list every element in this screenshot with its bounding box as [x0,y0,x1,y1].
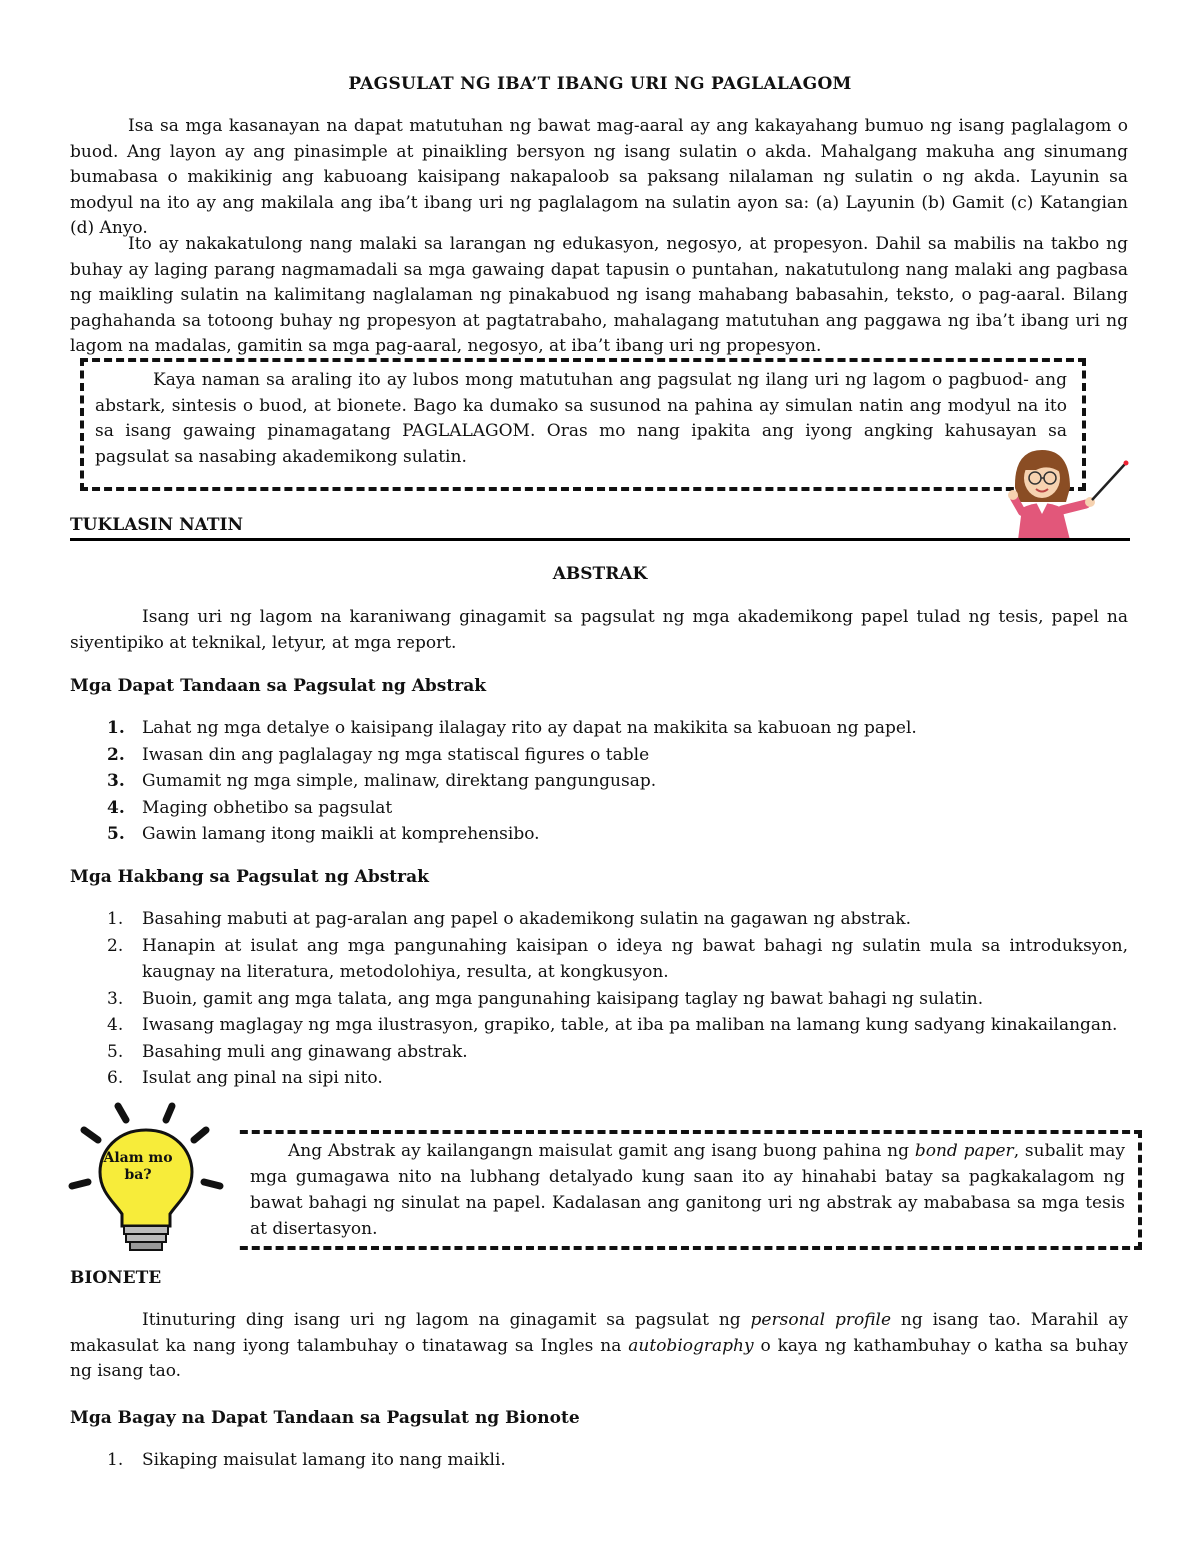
bulb-label: Alam mo ba? [103,1150,173,1183]
list-item: 1. Sikaping maisulat lamang ito nang maikli. [107,1450,506,1470]
list-item: 3. Gumamit ng mga simple, malinaw, direktang pangungusap. [107,771,657,791]
bionete-list [70,1447,1128,1474]
abstrak-hakbang-heading: Mga Hakbang sa Pagsulat ng Abstrak [70,867,429,887]
section-heading: TUKLASIN NATIN [70,515,244,535]
list-item: 5. Gawin lamang itong maikli at komprehensibo. [107,824,540,844]
abstrak-definition: Isang uri ng lagom na karaniwang ginagamit sa pagsulat ng mga akademikong papel tulad ng tesis, papel na siyentipiko at teknikal, letyur, at mga report. [70,607,1128,653]
page-title: PAGSULAT NG IBA’T IBANG URI NG PAGLALAGOM [348,74,852,94]
bionete-title: BIONETE [70,1268,162,1288]
list-item: 1. Basahing mabuti at pag-aralan ang papel o akademikong sulatin na gagawan ng abstrak. [107,909,912,929]
list-item: 2. Hanapin at isulat ang mga pangunahing kaisipan o ideya ng bawat bahagi ng sulatin mula sa introduksyon, kaugnay na literatura, metodolohiya, resulta, at kongkusyon. [107,935,1128,982]
abstrak-title: ABSTRAK [552,564,648,584]
abstrak-tandaan-list [70,715,1128,848]
abstrak-tandaan-heading: Mga Dapat Tandaan sa Pagsulat ng Abstrak [70,676,486,696]
abstrak-hakbang-list [70,906,1128,1092]
teacher-illustration [1000,440,1130,540]
list-item: 3. Buoin, gamit ang mga talata, ang mga pangunahing kaisipang taglay ng bawat bahagi ng sulatin. [107,988,984,1009]
bionete-definition: Itinuturing ding isang uri ng lagom na ginagamit sa pagsulat ng personal profile ng isang tao. Marahil ay makasulat ka nang iyong talambuhay o tinatawag sa Ingles na autobiography o kaya ng kathambuhay o katha sa buhay ng isang tao. [70,1310,1128,1381]
bionete-tandaan-heading: Mga Bagay na Dapat Tandaan sa Pagsulat ng Bionote [70,1408,580,1428]
list-item: 1. Lahat ng mga detalye o kaisipang ilalagay rito ay dapat na makikita sa kabuoan ng papel. [107,718,917,738]
list-item: 2. Iwasan din ang paglalagay ng mga statiscal figures o table [107,744,650,765]
alam-mo-text: Ang Abstrak ay kailangangn maisulat gamit ang isang buong pahina ng bond paper, subalit may mga gumagawa nito na lubhang detalyado kung saan ito ay hinahabi batay sa pagkakalagom ng bawat bahagi ng sinulat na papel. Kadalasan ang ganitong uri ng abstrak ay mababasa sa mga tesis at disertasyon. [250,1141,1125,1239]
list-item: 5. Basahing muli ang ginawang abstrak. [107,1041,468,1062]
intro-paragraph-2: Ito ay nakakatulong nang malaki sa larangan ng edukasyon, negosyo, at propesyon. Dahil sa mabilis na takbo ng buhay ay laging parang nagmamadali sa mga gawaing dapat tapusin o puntahan, nakatutulong nang malaki ang pagbasa ng maikling sulatin na kalimitang naglalaman ng pinakabuod ng isang mahabang babasahin, teksto, o pag-aaral. Bilang paghahanda sa totoong buhay ng propesyon at pagtatrabaho, mahalagang matutuhan ang paggawa ng iba’t ibang uri ng lagom na madalas, gamitin sa mga pag-aaral, negosyo, at iba’t ibang uri ng propesyon. [70,234,1128,356]
intro-paragraph-1: Isa sa mga kasanayan na dapat matutuhan ng bawat mag-aaral ay ang kakayahang bumuo ng isang paglalagom o buod. Ang layon ay ang pinasimple at pinaikling bersyon ng isang sulatin o akda. Mahalgang makuha ang sinumang bumabasa o makikinig ang kabuoang kaisipang nakapaloob sa paksang nilalaman ng sulatin o ng akda. Layunin sa modyul na ito ay ang makilala ang iba’t ibang uri ng paglalagom na sulatin ayon sa: (a) Layunin (b) Gamit (c) Katangian (d) Anyo. [70,116,1128,238]
section-divider [70,538,1130,541]
list-item: 4. Iwasang maglagay ng mga ilustrasyon, grapiko, table, at iba pa maliban na lamang kung sadyang kinakailangan. [107,1015,1118,1035]
list-item: 6. Isulat ang pinal na sipi nito. [107,1068,383,1088]
list-item: 4. Maging obhetibo sa pagsulat [107,797,393,818]
callout-text: Kaya naman sa araling ito ay lubos mong matutuhan ang pagsulat ng ilang uri ng lagom o pagbuod- ang abstark, sintesis o buod, at bionete. Bago ka dumako sa susunod na pahina ay simulan natin ang modyul na ito sa isang gawaing pinamagatang PAGLALAGOM. Oras mo nang ipakita ang iyong angking kahusayan sa pagsulat sa nasabing akademikong sulatin. [95,370,1067,467]
